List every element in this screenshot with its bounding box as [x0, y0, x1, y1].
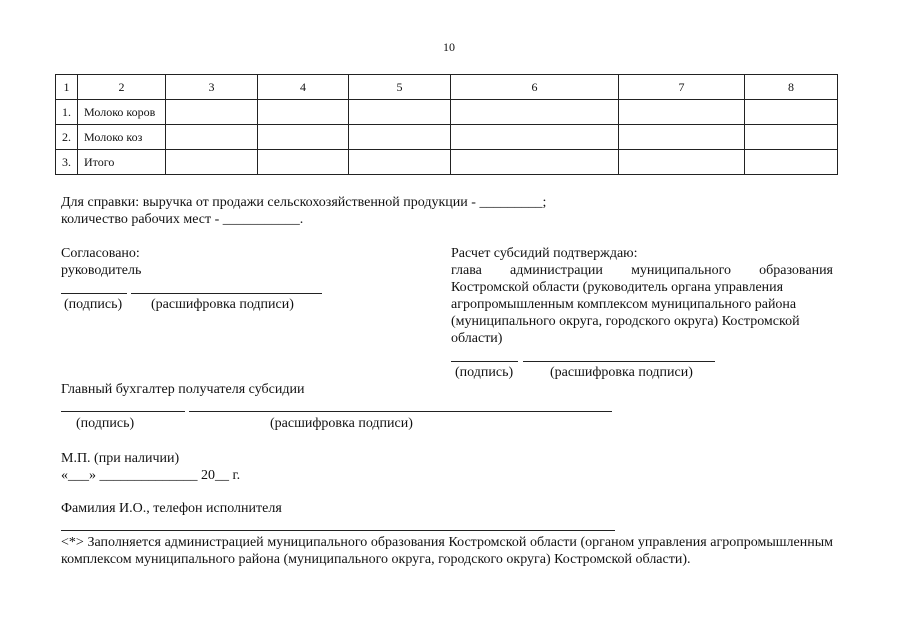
table-header-cell: 2 — [78, 75, 166, 100]
page-number: 10 — [443, 40, 455, 54]
table-cell — [745, 150, 838, 175]
table-row — [56, 150, 838, 175]
accountant-title: Главный бухгалтер получателя субсидии — [61, 382, 305, 397]
table-cell — [451, 125, 619, 150]
table-cell: 1. — [56, 100, 78, 125]
signature-label: (подпись) — [64, 297, 123, 312]
table-cell: Молоко коров — [78, 100, 166, 125]
table-cell — [166, 150, 258, 175]
executor-label: Фамилия И.О., телефон исполнителя — [61, 501, 282, 516]
table-cell — [349, 100, 451, 125]
signature-label: (подпись) — [455, 365, 514, 380]
table-cell — [349, 125, 451, 150]
stamp-label: М.П. (при наличии) — [61, 451, 180, 466]
table-cell — [349, 150, 451, 175]
table-cell — [619, 125, 745, 150]
table-cell — [619, 150, 745, 175]
table-cell: 2. — [56, 125, 78, 150]
table-row — [56, 100, 838, 125]
table-header-cell: 1 — [56, 75, 78, 100]
confirm-title: Расчет субсидий подтверждаю: — [451, 246, 638, 261]
table-cell — [745, 125, 838, 150]
decode-line — [523, 361, 715, 362]
table-cell — [619, 100, 745, 125]
table-cell: Молоко коз — [78, 125, 166, 150]
reference-jobs: количество рабочих мест - ___________. — [61, 212, 304, 227]
confirm-text-line1: глава администрации муниципального образования — [451, 263, 833, 278]
table-header-cell: 4 — [258, 75, 349, 100]
reference-revenue: Для справки: выручка от продажи сельскохозяйственной продукции - _________; — [61, 195, 547, 210]
table-row — [56, 125, 838, 150]
confirm-block — [451, 245, 833, 347]
table-header-row — [56, 75, 838, 100]
agreed-title: Согласовано: — [61, 246, 140, 261]
table-header-cell: 8 — [745, 75, 838, 100]
decode-line — [189, 411, 612, 412]
decode-label: (расшифровка подписи) — [151, 297, 294, 312]
decode-line — [131, 293, 322, 294]
signature-line — [61, 411, 185, 412]
signature-line — [61, 293, 127, 294]
table-cell: Итого — [78, 150, 166, 175]
date-line: «___» ______________ 20__ г. — [61, 468, 241, 483]
table-header-cell: 3 — [166, 75, 258, 100]
data-table — [55, 74, 838, 175]
table-header-cell: 7 — [619, 75, 745, 100]
agreed-role: руководитель — [61, 263, 142, 278]
table-cell — [166, 125, 258, 150]
table-cell — [258, 150, 349, 175]
table-cell — [258, 100, 349, 125]
table-header-cell: 6 — [451, 75, 619, 100]
signature-line — [451, 361, 518, 362]
decode-label: (расшифровка подписи) — [550, 365, 693, 380]
decode-label: (расшифровка подписи) — [270, 416, 413, 431]
confirm-text: Костромской области (руководитель органа управления агропромышленным комплексом муниципального района (муниципального округа, городского округа) Костромской области) — [451, 280, 800, 346]
table-cell — [745, 100, 838, 125]
table-header-cell: 5 — [349, 75, 451, 100]
table-cell — [451, 100, 619, 125]
footnote: <*> Заполняется администрацией муниципального образования Костромской области (органом управления агропромышленным комплексом муниципального района (муниципального округа, городского округа) Костромской области). — [61, 535, 833, 567]
table-cell — [258, 125, 349, 150]
signature-label: (подпись) — [76, 416, 135, 431]
table-cell — [166, 100, 258, 125]
footnote-separator — [61, 530, 615, 531]
table-cell: 3. — [56, 150, 78, 175]
table-cell — [451, 150, 619, 175]
